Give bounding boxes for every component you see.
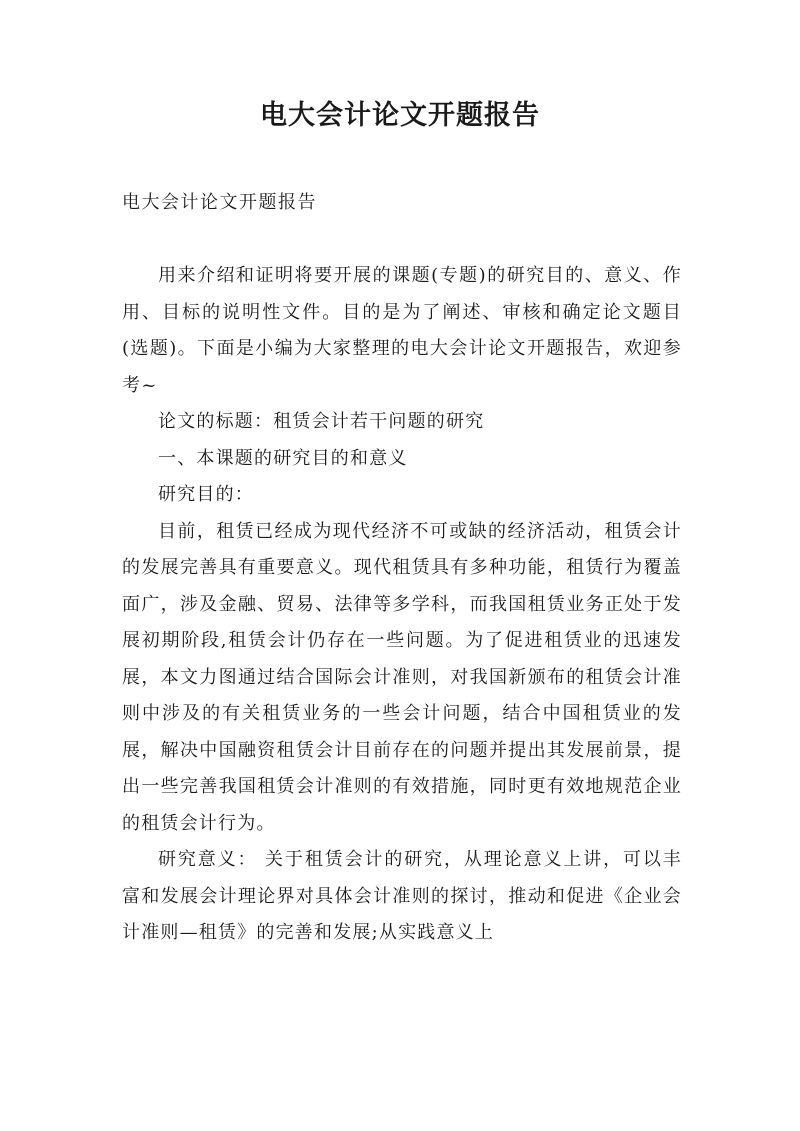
document-subtitle: 电大会计论文开题报告 — [122, 192, 317, 213]
document-title: 电大会计论文开题报告 — [260, 100, 540, 131]
paragraph-thesis-title: 论文的标题：租赁会计若干问题的研究 — [158, 411, 485, 432]
paragraph-purpose-label: 研究目的： — [158, 484, 254, 505]
document-body — [122, 258, 682, 952]
paragraph-purpose-body: 目前，租赁已经成为现代经济不可或缺的经济活动，租赁会计的发展完善具有重要意义。现代租赁具有多种功能，租赁行为覆盖面广，涉及金融、贸易、法律等多学科，而我国租赁业务正处于发展初期阶段,租赁会计仍存在一些问题。为了促进租赁业的迅速发展，本文力图通过结合国际会计准则，对我国新颁布的租赁会计准则中涉及的有关租赁业务的一些会计问题，结合中国租赁业的发展，解决中国融资租赁会计目前存在的问题并提出其发展前景，提出一些完善我国租赁会计准则的有效措施，同时更有效地规范企业的租赁会计行为。 — [122, 520, 682, 834]
paragraph-intro: 用来介绍和证明将要开展的课题(专题)的研究目的、意义、作用、目标的说明性文件。目的是为了阐述、审核和确定论文题目(选题)。下面是小编为大家整理的电大会计论文开题报告，欢迎参考~ — [122, 265, 682, 396]
paragraph-significance: 研究意义： 关于租赁会计的研究，从理论意义上讲，可以丰富和发展会计理论界对具体会计准则的探讨，推动和促进《企业会计准则—租赁》的完善和发展;从实践意义上 — [122, 849, 682, 943]
section-heading-purpose-significance: 一、本课题的研究目的和意义 — [158, 447, 408, 469]
